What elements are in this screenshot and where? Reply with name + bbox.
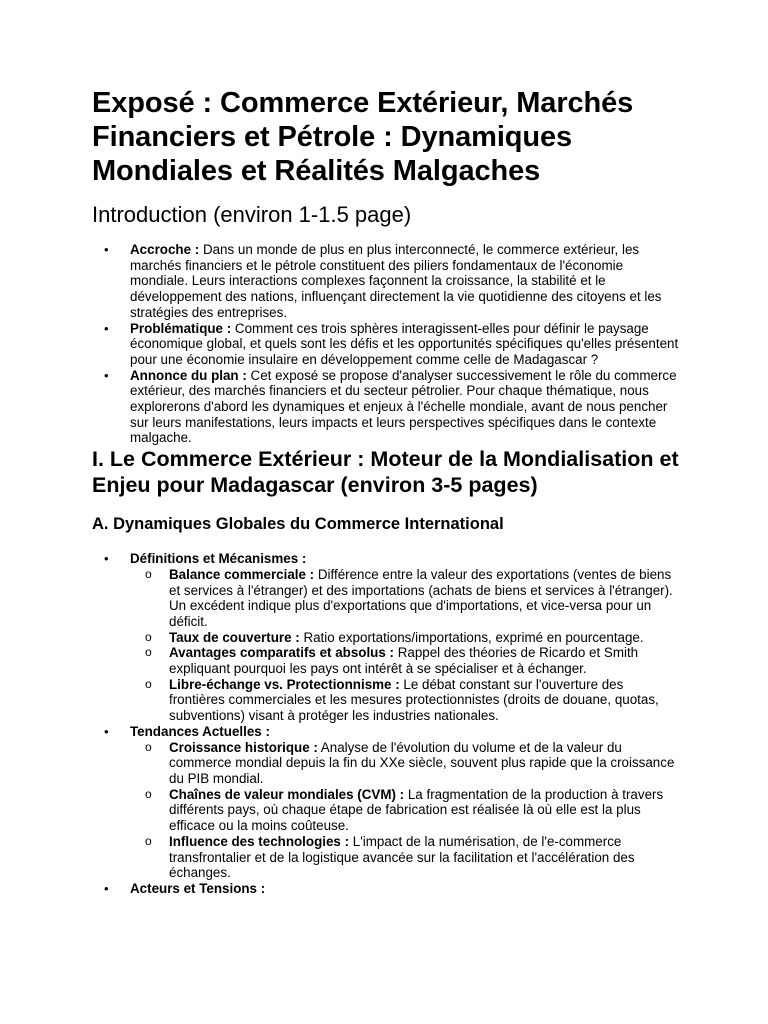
item-label: Influence des technologies :: [169, 833, 350, 849]
introduction-list: [92, 242, 682, 446]
item-text: Dans un monde de plus en plus interconnecté, le commerce extérieur, les marchés financiers et le pétrole constituent des piliers fondamentaux de l'économie mondiale. Leurs interactions complexes façonnent la croissance, la stabilité et le développement des nations, influençant directement la vie quotidienne des citoyens et les stratégies des entreprises.: [130, 242, 662, 320]
item-text: Ratio exportations/importations, exprimé en pourcentage.: [299, 629, 644, 645]
introduction-heading: Introduction (environ 1-1.5 page): [92, 202, 412, 227]
item-label: Croissance historique :: [169, 739, 318, 755]
item-text: Analyse de l'évolution du volume et de la valeur du commerce mondial depuis la fin du XXe siècle, souvent plus rapide que la croissance du PIB mondial.: [169, 739, 675, 786]
group-label: Définitions et Mécanismes :: [130, 551, 307, 567]
item-label: Chaînes de valeur mondiales (CVM) :: [169, 786, 405, 802]
item-label: Libre-échange vs. Protectionnisme :: [169, 676, 400, 692]
list-item: [92, 881, 682, 897]
item-label: Taux de couverture :: [169, 629, 300, 645]
document-page: [92, 86, 682, 897]
item-text: La fragmentation de la production à travers différents pays, où chaque étape de fabrication est réalisée là où elle est la plus efficace ou la moins coûteuse.: [169, 786, 664, 834]
sub-list-item: [130, 787, 682, 834]
sub-list: [130, 567, 682, 724]
item-label: Accroche :: [130, 242, 200, 257]
item-label: Annonce du plan :: [130, 367, 247, 383]
item-text: L'impact de la numérisation, de l'e-commerce transfrontalier et de la logistique avancée sur la facilitation et l'accélération des échanges.: [169, 833, 635, 881]
list-item: [92, 724, 682, 881]
subsection-a-list: [92, 551, 682, 896]
sub-list-item: [130, 645, 682, 676]
subsection-a-heading: A. Dynamiques Globales du Commerce International: [92, 515, 504, 534]
list-item: [92, 368, 682, 447]
item-text: Le débat constant sur l'ouverture des frontières commerciales et les mesures protectionnistes (droits de douane, quotas, subventions) visant à protéger les industries nationales.: [169, 676, 659, 724]
item-label: Avantages comparatifs et absolus :: [169, 645, 394, 661]
sub-list-item: [130, 630, 682, 646]
sub-list-item: [130, 677, 682, 724]
list-item: [92, 242, 682, 321]
document-title: Exposé : Commerce Extérieur, Marchés Financiers et Pétrole : Dynamiques Mondiales et Réalités Malgaches: [92, 87, 634, 187]
item-label: Problématique :: [130, 320, 232, 336]
item-label: Balance commerciale :: [169, 566, 315, 582]
group-label: Tendances Actuelles :: [130, 723, 270, 739]
group-label: Acteurs et Tensions :: [130, 880, 266, 896]
sub-list-item: [130, 740, 682, 787]
item-text: Rappel des théories de Ricardo et Smith expliquant pourquoi les pays ont intérêt à se spécialiser et à échanger.: [169, 645, 639, 677]
item-text: Différence entre la valeur des exportations (ventes de biens et services à l'étranger) et des importations (achats de biens et services à l'étranger). Un excédent indique plus d'exportations que d'importations, et vice-versa pour un déficit.: [169, 566, 673, 629]
list-item: [92, 321, 682, 368]
part1-heading: I. Le Commerce Extérieur : Moteur de la Mondialisation et Enjeu pour Madagascar (environ 3-5 pages): [92, 447, 679, 498]
item-text: Comment ces trois sphères interagissent-elles pour définir le paysage économique global, et quels sont les défis et les opportunités spécifiques qu'elles présentent pour une économie insulaire en développement comme celle de Madagascar ?: [130, 320, 679, 367]
list-item: [92, 551, 682, 724]
sub-list: [130, 740, 682, 881]
item-text: Cet exposé se propose d'analyser successivement le rôle du commerce extérieur, des marchés financiers et du secteur pétrolier. Pour chaque thématique, nous explorerons d'abord les dynamiques et enjeux à l'échelle mondiale, avant de nous pencher sur leurs manifestations, leurs impacts et leurs perspectives spécifiques dans le contexte malgache.: [130, 367, 677, 446]
sub-list-item: [130, 567, 682, 630]
sub-list-item: [130, 834, 682, 881]
